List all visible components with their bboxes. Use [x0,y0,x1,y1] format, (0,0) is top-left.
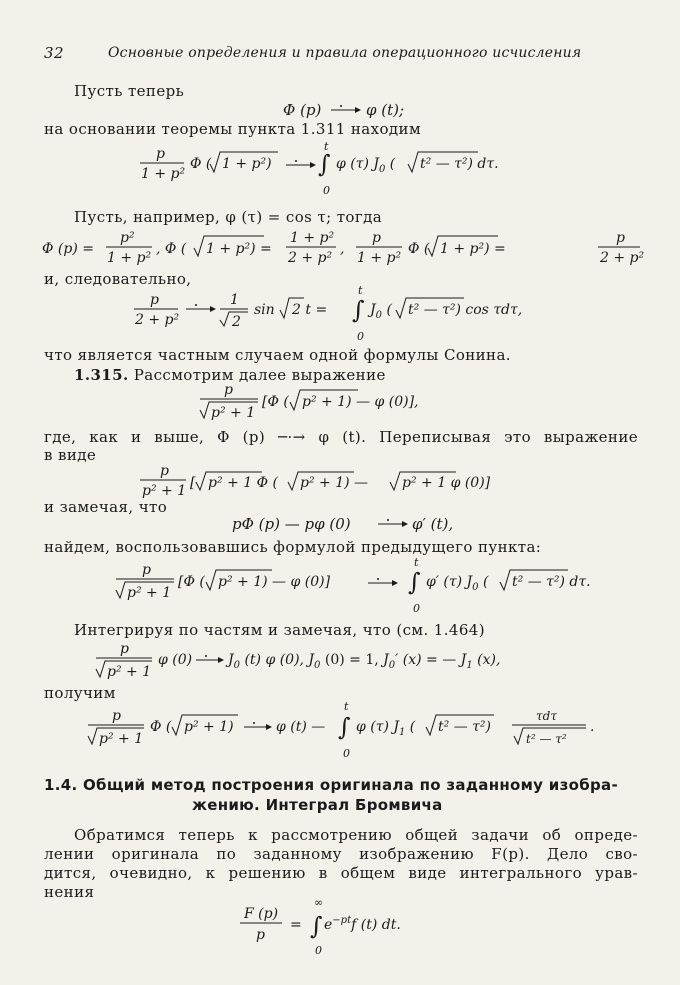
svg-text:1 + p²: 1 + p² [141,166,186,182]
svg-text:φ (τ) J0 (: φ (τ) $J_0$ ( [336,156,396,175]
svg-text:t² — τ²) dτ.: t² — τ²) dτ. [512,574,591,590]
svg-text:τdτ: τdτ [536,709,557,723]
svg-text:e−ptf (t) dt.: $e^{-pt}f$ (t) dt. [324,915,401,933]
svg-text:p: p [372,230,381,246]
svg-text:φ (0): φ (0) [158,652,193,668]
text-line: Пусть, например, φ (τ) = cos τ; тогда [74,208,383,226]
svg-text:Φ (p) =: Φ (p) = [42,241,95,257]
svg-text:p² + 1: p² + 1 [211,405,256,421]
svg-text:2 + p²: 2 + p² [288,250,333,266]
svg-text:t² — τ²) cos τdτ,: t² — τ²) cos τdτ, [408,302,523,318]
svg-text:1: 1 [230,292,239,308]
svg-text:1 + p²) =: 1 + p²) = [206,241,272,257]
svg-text:t² — τ²): t² — τ²) [438,719,491,735]
svg-text:[Φ (: [Φ ( [178,574,205,590]
running-title: Основные определения и правила операционного исчисления [108,45,582,61]
svg-text:p² + 1 Φ (: p² + 1 Φ ( [208,475,278,491]
text-line: в виде [44,446,97,464]
text-line: и, следовательно, [44,270,192,288]
svg-text:t: t [358,284,363,297]
svg-text:t: t [414,556,419,569]
svg-text:1 + p²) =: 1 + p²) = [440,241,506,257]
svg-text:1 + p²: 1 + p² [290,230,335,246]
svg-text:2: 2 [232,314,241,330]
svg-text:Φ (: Φ ( [190,156,212,172]
svg-text:p: p [120,641,129,657]
svg-text:Φ (: Φ ( [150,719,172,735]
text-line: нения [44,883,95,901]
svg-text:0: 0 [315,944,322,957]
svg-text:p² + 1: p² + 1 [142,483,187,499]
svg-text:p² + 1 φ (0)]: p² + 1 φ (0)] [402,475,491,491]
svg-text:p: p [156,146,165,162]
svg-text:, Φ (: , Φ ( [156,241,187,257]
formula [42,228,645,272]
svg-text:∫: ∫ [310,912,323,940]
svg-text:∫: ∫ [318,150,331,178]
svg-text:t: t [324,140,329,153]
svg-text:t: t [344,700,349,713]
text-line: на основании теоремы пункта 1.311 находим [44,120,422,138]
svg-text:,: , [340,241,345,257]
svg-text:p: p [616,230,625,246]
svg-text:φ (τ) J1 (: φ (τ) $J_1$ ( [356,719,416,738]
text-line: и замечая, что [44,498,168,516]
svg-text:p² + 1: p² + 1 [99,731,144,747]
formula [200,380,500,432]
svg-text:2 + p²: 2 + p² [600,250,645,266]
svg-text:0: 0 [357,330,364,343]
svg-text:[Φ (: [Φ ( [262,394,289,410]
formula [140,460,560,508]
formula [134,284,574,346]
svg-text:∫: ∫ [352,296,365,324]
svg-text:t² — τ²: t² — τ² [526,732,567,746]
svg-text:p² + 1: p² + 1 [107,664,152,680]
text-line: дится, очевидно, к решению в общем виде интегрального урав- [44,864,638,882]
svg-text:p: p [150,292,159,308]
formula [232,512,472,540]
text-span: Рассмотрим далее выражение [133,366,386,384]
formula [96,638,596,688]
text-line: Интегрируя по частям и замечая, что (см. 1.464) [74,621,485,639]
svg-text:p² + 1) —: p² + 1) — [300,475,369,491]
svg-text:1 + p²): 1 + p²) [222,156,272,172]
svg-text:p² + 1: p² + 1 [127,585,172,601]
section-heading-line: жению. Интеграл Бромвича [192,796,443,814]
svg-text:∫: ∫ [408,568,421,596]
svg-text:p: p [224,382,233,398]
svg-text:φ (t) —: φ (t) — [276,719,326,735]
text-line: что является частным случаем одной формулы Сонина. [44,346,511,364]
svg-text:0: 0 [413,602,420,615]
svg-text:F (p): F (p) [244,906,279,922]
text-line: получим [44,684,116,702]
svg-text:1 + p²: 1 + p² [357,250,402,266]
svg-text:t² — τ²) dτ.: t² — τ²) dτ. [420,156,499,172]
text-line: где, как и выше, Φ (p) ─·→ φ (t). Переписывая это выражение [44,428,638,446]
svg-text:p: p [112,708,121,724]
svg-text:∞: ∞ [314,896,324,909]
svg-text:J0 (t) φ (0), J0 (0) = 1, J0: $J_0$ (t) φ (0), $J_0$ (0) = 1, $J_0'$ (x) = — $J_1$ (x), [228,652,501,671]
text-line: лении оригинала по заданному изображению F(p). Дело сво- [44,845,638,863]
svg-text:∫: ∫ [338,713,351,741]
svg-text:p: p [256,927,265,943]
formula [240,894,440,960]
section-heading-line: 1.4. Общий метод построения оригинала по заданному изобра- [44,776,618,794]
svg-text:φ′ (t),: φ′ (t), [412,515,454,533]
formula [116,556,591,618]
svg-text:0: 0 [343,747,350,760]
svg-text:1 + p²: 1 + p² [107,250,152,266]
svg-text:Φ (p): Φ (p) [283,101,322,119]
svg-text:J0 (: $J_0$ ( [370,302,392,321]
svg-text:Φ (: Φ ( [408,241,430,257]
formula [88,698,608,764]
svg-text:=: = [290,917,302,933]
svg-text:0: 0 [323,184,330,197]
svg-text:pΦ (p) — pφ (0): pΦ (p) — pφ (0) [232,515,351,533]
svg-text:φ (t);: φ (t); [366,101,405,119]
text-line: Пусть теперь [74,82,185,100]
svg-text:[: [ [190,475,196,491]
svg-text:p² + 1): p² + 1) [184,719,234,735]
svg-text:φ′ (τ) J0 (: φ′ (τ) $J_0$ ( [426,574,489,593]
svg-text:sin: sin [254,302,275,318]
svg-text:.: . [590,719,595,735]
formula [140,142,570,206]
page-number: 32 [44,44,64,62]
svg-text:p: p [142,562,151,578]
section-number: 1.315. [74,366,129,384]
svg-text:p² + 1) — φ (0)]: p² + 1) — φ (0)] [218,574,331,590]
svg-text:p: p [160,463,169,479]
svg-text:2 t =: 2 t = [292,302,328,318]
text-line: найдем, воспользовавшись формулой предыдущего пункта: [44,538,542,556]
svg-text:p²: p² [120,230,135,246]
svg-text:2 + p²: 2 + p² [135,312,180,328]
text-line: Обратимся теперь к рассмотрению общей задачи об опреде- [74,826,638,844]
svg-text:p² + 1) — φ (0)],: p² + 1) — φ (0)], [302,394,419,410]
